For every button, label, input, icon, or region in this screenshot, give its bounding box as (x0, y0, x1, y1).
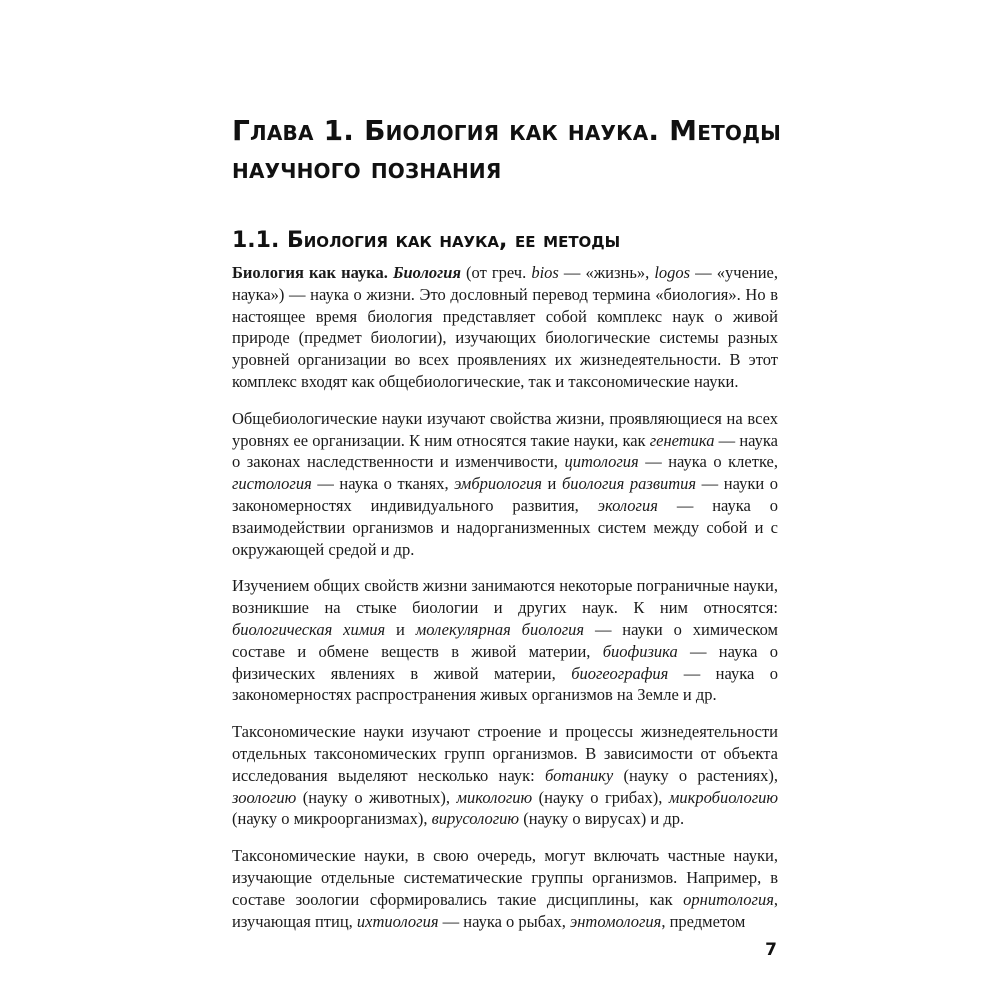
text-fragment: (науку о микроорганизмах), (232, 809, 432, 829)
term-embryology: эмбриология (454, 474, 542, 494)
text-fragment: (науку о грибах), (532, 787, 669, 807)
paragraph-border-sciences (232, 575, 778, 706)
text-fragment: — науки о химическом составе и обмене веществ в живой материи, (232, 619, 778, 661)
text-fragment: — наука о тканях, (311, 474, 455, 494)
text-fragment: (науку о вирусах) и др. (519, 809, 685, 829)
paragraph-general-biology (232, 408, 778, 561)
term-cytology: цитология (564, 452, 639, 472)
paragraph-taxonomic-sciences (232, 721, 778, 830)
paragraph-lead: Биология как наука. (232, 263, 393, 282)
term-developmental-biology: биология развития (561, 474, 697, 494)
paragraph-biology-as-science (232, 262, 778, 393)
text-fragment: — «жизнь», (558, 263, 655, 282)
text-fragment: — науки о закономерностях индивидуального развития, (232, 474, 778, 515)
text-fragment: (науку о животных), (296, 787, 457, 807)
text-fragment: и (541, 474, 562, 494)
term-biology: Биология (392, 263, 461, 282)
text-fragment: и (385, 619, 416, 639)
text-fragment: (науку о растениях), (613, 765, 778, 785)
section-title: 1.1. Биология как наука, ее методы (232, 228, 621, 253)
term-ecology: экология (597, 495, 658, 515)
term-ichthyology: ихтиология (356, 911, 439, 931)
term-zoology: зоологию (232, 787, 297, 807)
text-fragment: (от греч. (460, 263, 532, 282)
term-microbiology: микробиологию (668, 787, 779, 807)
term-bios: bios (531, 263, 559, 282)
text-fragment: — наука о закономерностях распространения живых организмов на Земле и др. (232, 663, 779, 705)
term-virology: вирусологию (431, 809, 520, 829)
page-number: 7 (765, 940, 777, 960)
text-fragment: , предметом (661, 911, 746, 931)
term-genetics: генетика (649, 430, 715, 450)
text-fragment: , изучающая птиц, (232, 889, 778, 931)
term-histology: гистология (232, 474, 312, 494)
term-molecular-biology: молекулярная биология (415, 619, 585, 639)
text-fragment: — наука о взаимодействии организмов и надорганизменных систем между собой и с окружающей средой и др. (232, 495, 779, 559)
chapter-title: Глава 1. Биология как наука. Методы научного познания (232, 114, 782, 185)
text-fragment: — наука о законах наследственности и изменчивости, (232, 430, 778, 472)
term-ornithology: орнитология (683, 889, 774, 909)
term-logos: logos (654, 263, 691, 282)
text-fragment: — наука о клетке, (638, 452, 778, 472)
term-entomology: энтомология (569, 911, 662, 931)
term-biogeography: биогеография (571, 663, 669, 683)
body-text (232, 262, 778, 932)
term-botany: ботанику (545, 765, 614, 785)
text-fragment: — наука о физических явлениях в живой материи, (232, 641, 779, 683)
term-biophysics: биофизика (602, 641, 678, 661)
text-fragment: Таксономические науки изучают строение и процессы жизнедеятельности отдельных таксономических групп организмов. В зависимости от объекта исследования выделяют несколько наук: (232, 722, 778, 785)
text-fragment: — «учение, наука») — наука о жизни. Это дословный перевод термина «биология». Но в настоящее время биология представляет собой комплекс наук о живой природе (предмет биологии), изучающих биологические системы разных уровней организации во всех проявлениях их жизнедеятельности. В этот комплекс входят как общебиологические, так и таксономические науки. (232, 263, 779, 391)
term-mycology: микологию (456, 787, 533, 807)
term-biochemistry: биологическая химия (232, 619, 386, 639)
text-fragment: Общебиологические науки изучают свойства жизни, проявляющиеся на всех уровнях ее организации. К ним относятся такие науки, как (232, 408, 778, 450)
paragraph-private-sciences (232, 845, 778, 932)
text-fragment: Изучением общих свойств жизни занимаются некоторые пограничные науки, возникшие на стыке биологии и других наук. К ним относятся: (232, 576, 778, 618)
text-fragment: Таксономические науки, в свою очередь, могут включать частные науки, изучающие отдельные систематические группы организмов. Например, в составе зоологии сформировались такие дисциплины, как (232, 846, 778, 909)
text-fragment: — наука о рыбах, (438, 911, 570, 931)
